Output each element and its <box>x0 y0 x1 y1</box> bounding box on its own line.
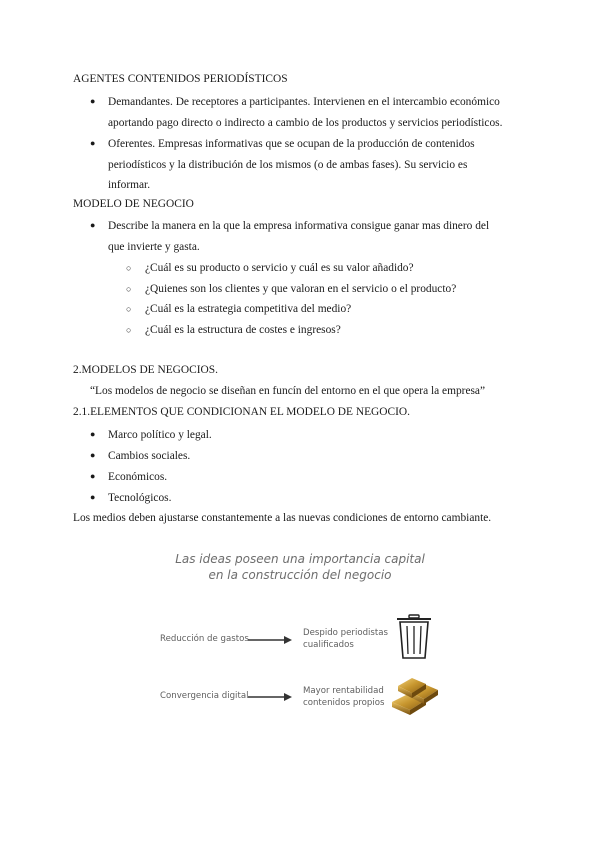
list-item-demandantes-line1: Demandantes. De receptores a participantes. Intervienen en el intercambio económico <box>108 96 500 108</box>
sub-item-clientes: ¿Quienes son los clientes y que valoran en el servicio o el producto? <box>145 283 457 295</box>
quote: “Los modelos de negocio se diseñan en funcín del entorno en el que opera la empresa” <box>90 385 486 397</box>
figure-title-line1: Las ideas poseen una importancia capital <box>175 552 425 566</box>
hollow-bullet-icon: ○ <box>126 304 132 314</box>
section-heading-agentes: AGENTES CONTENIDOS PERIODÍSTICOS <box>73 73 288 85</box>
list-item-demandantes-line2: aportando pago directo o indirecto a cambio de los productos y servicios periodísticos. <box>108 117 503 129</box>
bullet-icon: ● <box>90 96 96 106</box>
list-item-economicos: Económicos. <box>108 471 168 483</box>
figure-title-line2: en la construcción del negocio <box>208 568 392 582</box>
section-subheading-elementos: 2.1.ELEMENTOS QUE CONDICIONAN EL MODELO DE NEGOCIO. <box>73 406 410 418</box>
trash-can-icon <box>394 614 434 660</box>
figure-right-label-line1: Despido periodistas <box>303 628 389 638</box>
arrow-right-icon <box>248 634 292 646</box>
section-heading-modelo: MODELO DE NEGOCIO <box>73 198 194 210</box>
figure-right-label-line1: Mayor rentabilidad <box>303 686 384 696</box>
list-item-marco: Marco político y legal. <box>108 429 212 441</box>
sub-item-producto: ¿Cuál es su producto o servicio y cuál es su valor añadido? <box>145 262 414 274</box>
figure-right-label-line2: contenidos propios <box>303 698 385 708</box>
list-item-oferentes-line2: periodísticos y la distribución de los mismos (o de ambas fases). Su servicio es <box>108 159 468 171</box>
figure-left-label: Convergencia digital <box>160 691 249 701</box>
hollow-bullet-icon: ○ <box>126 325 132 335</box>
arrow-right-icon <box>248 691 292 703</box>
bullet-icon: ● <box>90 492 96 502</box>
hollow-bullet-icon: ○ <box>126 284 132 294</box>
list-item-oferentes-line3: informar. <box>108 179 151 191</box>
list-item-cambios: Cambios sociales. <box>108 450 191 462</box>
sub-item-estructura: ¿Cuál es la estructura de costes e ingresos? <box>145 324 341 336</box>
figure-right-label-line2: cualificados <box>303 640 354 650</box>
list-item-describe-line2: que invierte y gasta. <box>108 241 200 253</box>
bullet-icon: ● <box>90 138 96 148</box>
bullet-icon: ● <box>90 220 96 230</box>
bullet-icon: ● <box>90 429 96 439</box>
list-item-oferentes-line1: Oferentes. Empresas informativas que se ocupan de la producción de contenidos <box>108 138 475 150</box>
bullet-icon: ● <box>90 450 96 460</box>
sub-item-estrategia: ¿Cuál es la estrategia competitiva del medio? <box>145 303 352 315</box>
section-heading-modelos: 2.MODELOS DE NEGOCIOS. <box>73 364 218 376</box>
figure-left-label: Reducción de gastos <box>160 634 249 644</box>
bullet-icon: ● <box>90 471 96 481</box>
hollow-bullet-icon: ○ <box>126 263 132 273</box>
list-item-tecnologicos: Tecnológicos. <box>108 492 172 504</box>
list-item-describe-line1: Describe la manera en la que la empresa informativa consigue ganar mas dinero del <box>108 220 490 232</box>
gold-bars-icon <box>388 672 440 716</box>
closing-paragraph: Los medios deben ajustarse constantemente a las nuevas condiciones de entorno cambiante. <box>73 512 492 524</box>
